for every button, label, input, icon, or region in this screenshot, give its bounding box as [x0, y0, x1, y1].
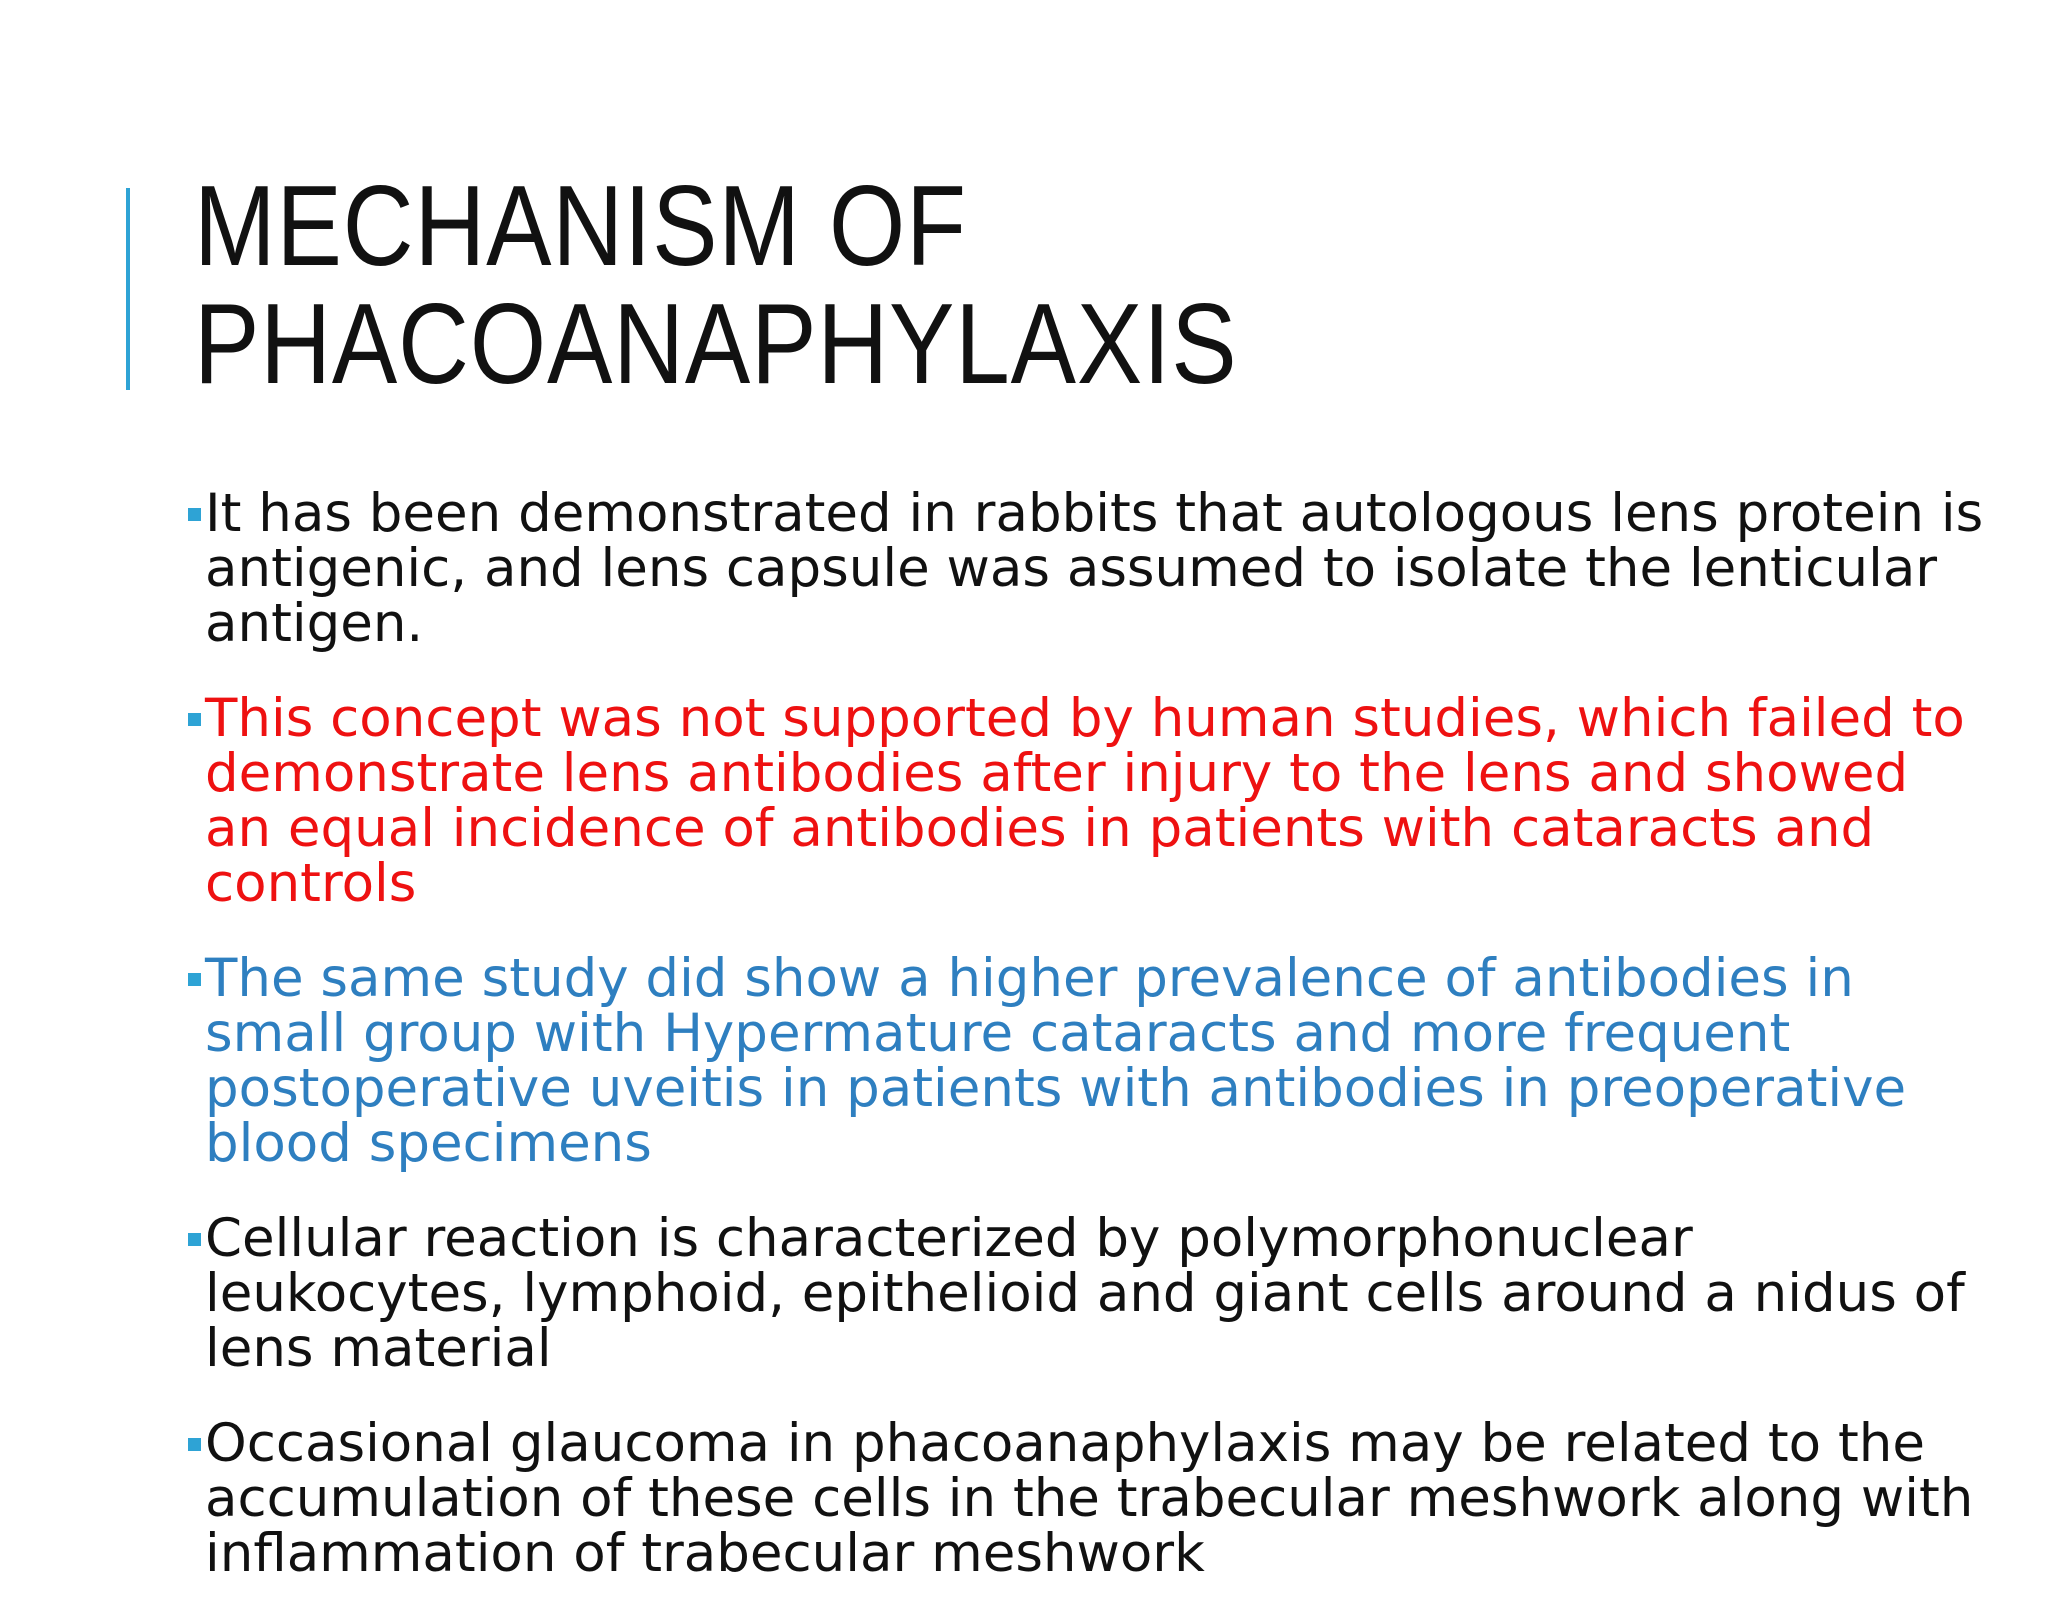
title-accent-bar [126, 188, 130, 390]
bullet-item-5 [186, 1413, 1986, 1584]
slide-title [194, 163, 1238, 408]
square-bullet-icon [188, 973, 201, 986]
bullet-item-4 [186, 1208, 1986, 1379]
square-bullet-icon [188, 508, 201, 521]
square-bullet-icon [188, 1233, 201, 1246]
square-bullet-icon [188, 713, 201, 726]
bullet-text: This concept was not supported by human studies, which failed to demonstrate lens antibodies after injury to the lens and showed an equal incidence of antibodies in patients with cataracts and controls [205, 688, 1965, 914]
bullet-item-2 [186, 688, 1986, 914]
bullet-text: Cellular reaction is characterized by polymorphonuclear leukocytes, lymphoid, epithelioid and giant cells around a nidus of lens material [205, 1208, 1965, 1379]
bullet-list [186, 483, 1986, 1621]
bullet-text: Occasional glaucoma in phacoanaphylaxis may be related to the accumulation of these cells in the trabecular meshwork along with inflammation of trabecular meshwork [205, 1413, 1974, 1584]
bullet-item-3 [186, 948, 1986, 1174]
square-bullet-icon [188, 1438, 201, 1451]
bullet-text: It has been demonstrated in rabbits that autologous lens protein is antigenic, and lens capsule was assumed to isolate the lenticular antigen. [205, 483, 1984, 654]
bullet-text: The same study did show a higher prevalence of antibodies in small group with Hypermature cataracts and more frequent postoperative uveitis in patients with antibodies in preoperative blood specimens [205, 948, 1907, 1174]
slide-title-line-1: MECHANISM OF [194, 163, 967, 290]
slide-title-line-2: PHACOANAPHYLAXIS [194, 281, 1238, 408]
bullet-item-1 [186, 483, 1986, 654]
